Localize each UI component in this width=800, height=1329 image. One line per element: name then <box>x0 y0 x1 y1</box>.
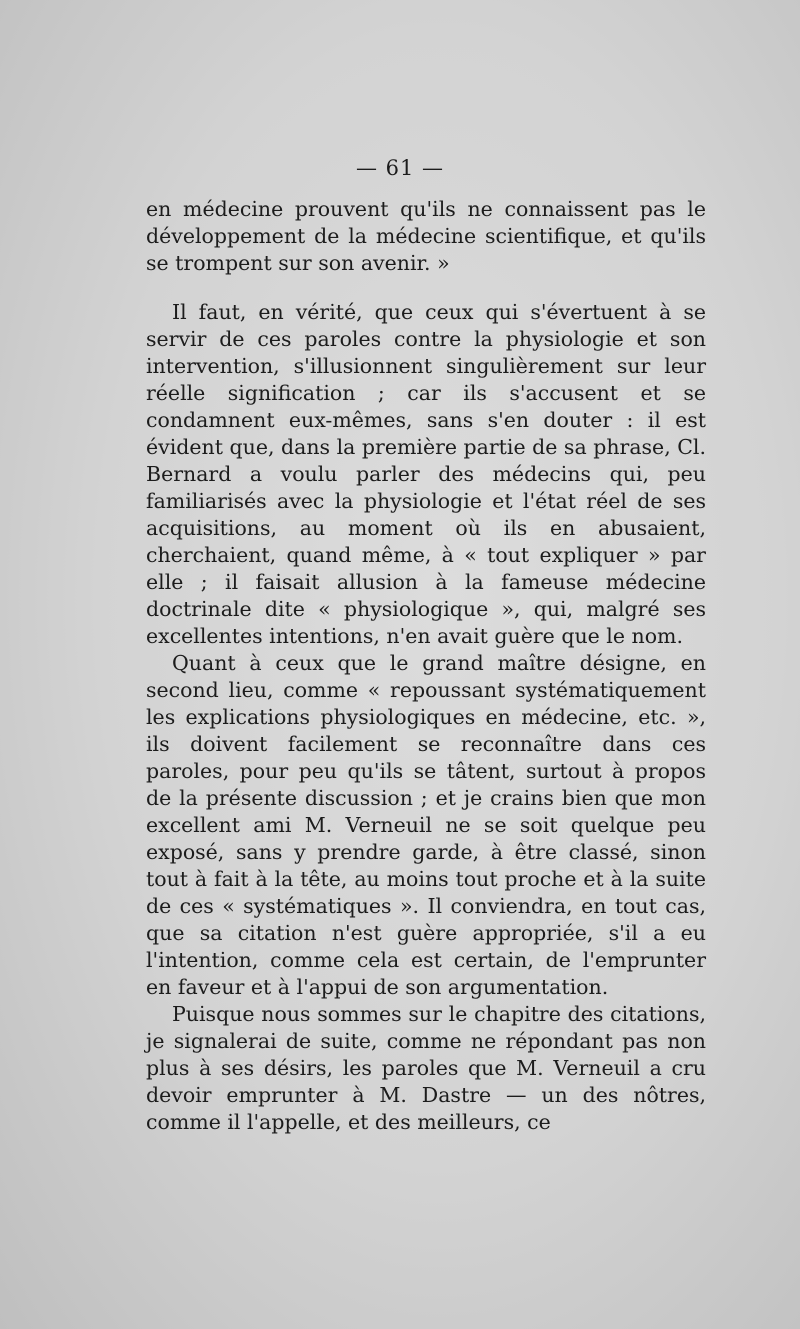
paragraph: Il faut, en vérité, que ceux qui s'évertuent à se servir de ces paroles contre la physiologie et son intervention, s'illusionnent singulièrement sur leur réelle signification ; car ils s'accusent et se condamnent eux-mêmes, sans s'en douter : il est évident que, dans la première partie de sa phrase, Cl. Bernard a voulu parler des médecins qui, peu familiarisés avec la physiologie et l'état réel de ses acquisitions, au moment où ils en abusaient, cherchaient, quand même, à « tout expliquer » par elle ; il faisait allusion à la fameuse médecine doctrinale dite « physiologique », qui, malgré ses excellentes intentions, n'en avait guère que le nom. <box>146 300 706 648</box>
paragraph: Quant à ceux que le grand maître désigne, en second lieu, comme « repoussant systématiquement les explications physiologiques en médecine, etc. », ils doivent facilement se reconnaître dans ces paroles, pour peu qu'ils se tâtent, surtout à propos de la présente discussion ; et je crains bien que mon excellent ami M. Verneuil ne se soit quelque peu exposé, sans y prendre garde, à être classé, sinon tout à fait à la tête, au moins tout proche et à la suite de ces « systématiques ». Il conviendra, en tout cas, que sa citation n'est guère appropriée, s'il a eu l'intention, comme cela est certain, de l'emprunter en faveur et à l'appui de son argumentation. <box>146 651 706 999</box>
body-text <box>146 196 706 1136</box>
page-number: — 61 — <box>355 156 445 180</box>
paragraph: Puisque nous sommes sur le chapitre des citations, je signalerai de suite, comme ne répondant pas non plus à ses désirs, les paroles que M. Verneuil a cru devoir emprunter à M. Dastre — un des nôtres, comme il l'appelle, et des meilleurs, ce <box>146 1002 706 1134</box>
paragraph-continuation: en médecine prouvent qu'ils ne connaissent pas le développement de la médecine scientifique, et qu'ils se trompent sur son avenir. » <box>146 197 706 275</box>
